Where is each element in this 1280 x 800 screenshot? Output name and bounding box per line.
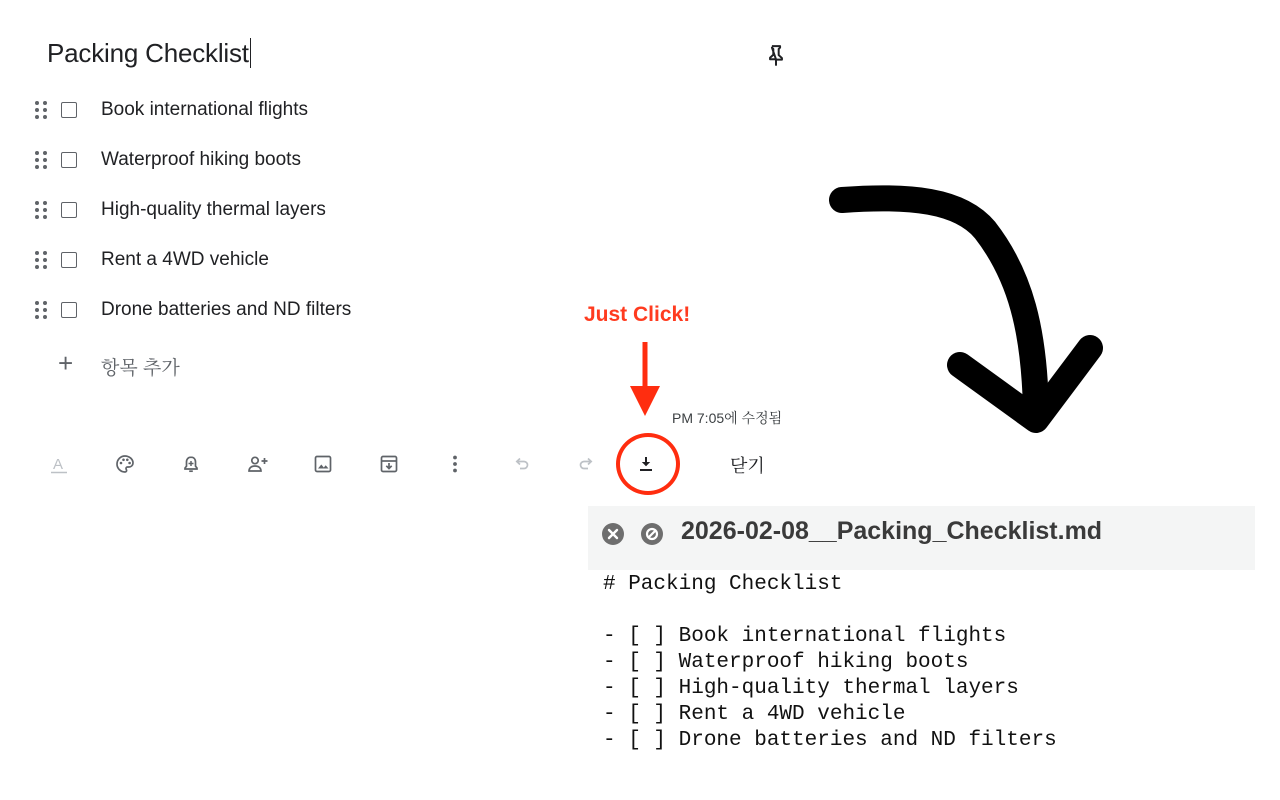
- plus-icon: +: [58, 348, 74, 378]
- text-caret: [250, 38, 252, 68]
- item-checkbox[interactable]: [61, 302, 77, 318]
- undo-button[interactable]: [504, 447, 538, 481]
- item-label[interactable]: Rent a 4WD vehicle: [101, 249, 269, 270]
- markdown-heading: # Packing Checklist: [603, 573, 843, 596]
- more-vert-icon: [445, 454, 465, 474]
- more-options-button[interactable]: [438, 447, 472, 481]
- edited-timestamp: PM 7:05에 수정됨: [672, 410, 783, 426]
- item-label[interactable]: High-quality thermal layers: [101, 199, 326, 220]
- markdown-line: - [ ] Rent a 4WD vehicle: [603, 703, 906, 726]
- item-checkbox[interactable]: [61, 252, 77, 268]
- item-label[interactable]: Drone batteries and ND filters: [101, 299, 352, 320]
- drag-handle-icon[interactable]: [34, 250, 48, 270]
- background-color-button[interactable]: [108, 447, 142, 481]
- item-checkbox[interactable]: [61, 152, 77, 168]
- checklist-item[interactable]: [0, 285, 560, 335]
- file-titlebar: [588, 506, 1255, 570]
- drag-handle-icon[interactable]: [34, 150, 48, 170]
- palette-icon: [115, 454, 135, 474]
- collaborator-button[interactable]: [240, 447, 274, 481]
- close-button[interactable]: 닫기: [730, 456, 765, 476]
- item-label[interactable]: Book international flights: [101, 99, 309, 120]
- text-format-button[interactable]: [42, 447, 76, 481]
- callout-label: Just Click!: [584, 303, 691, 326]
- markdown-line: - [ ] Waterproof hiking boots: [603, 651, 969, 674]
- curved-arrow-annotation-icon: [820, 180, 1120, 450]
- item-label[interactable]: Waterproof hiking boots: [101, 149, 301, 170]
- add-item-label: 항목 추가: [101, 358, 180, 379]
- download-highlight-circle: [616, 433, 680, 495]
- reminder-bell-icon: [181, 454, 201, 474]
- markdown-file-window: [588, 506, 1255, 800]
- image-icon: [313, 454, 333, 474]
- file-name: 2026-02-08__Packing_Checklist.md: [681, 517, 1103, 545]
- archive-button[interactable]: [372, 447, 406, 481]
- checklist-item[interactable]: [0, 135, 560, 185]
- note-title-text: Packing Checklist: [47, 38, 249, 68]
- redo-icon: [577, 454, 597, 474]
- item-checkbox[interactable]: [61, 102, 77, 118]
- close-window-button[interactable]: [601, 522, 625, 546]
- redo-button[interactable]: [570, 447, 604, 481]
- svg-text:A: A: [53, 456, 64, 473]
- reminder-button[interactable]: [174, 447, 208, 481]
- markdown-line: - [ ] Book international flights: [603, 625, 1007, 648]
- disabled-icon[interactable]: [640, 522, 664, 546]
- markdown-line: - [ ] Drone batteries and ND filters: [603, 729, 1057, 752]
- markdown-line: - [ ] High-quality thermal layers: [603, 677, 1019, 700]
- add-image-button[interactable]: [306, 447, 340, 481]
- add-item-button[interactable]: [0, 345, 300, 385]
- pin-icon: [762, 42, 790, 70]
- add-person-icon: [247, 454, 269, 474]
- item-checkbox[interactable]: [61, 202, 77, 218]
- pin-button[interactable]: [762, 42, 790, 70]
- note-title[interactable]: [47, 38, 251, 69]
- down-arrow-annotation-icon: [626, 340, 666, 420]
- file-content: [603, 572, 1057, 754]
- text-format-icon: [49, 454, 69, 474]
- drag-handle-icon[interactable]: [34, 200, 48, 220]
- checklist-item[interactable]: [0, 235, 560, 285]
- undo-icon: [511, 454, 531, 474]
- checklist-item[interactable]: [0, 185, 560, 235]
- checklist-item[interactable]: [0, 85, 560, 135]
- archive-icon: [379, 454, 399, 474]
- blank-line: [603, 598, 1057, 624]
- drag-handle-icon[interactable]: [34, 100, 48, 120]
- drag-handle-icon[interactable]: [34, 300, 48, 320]
